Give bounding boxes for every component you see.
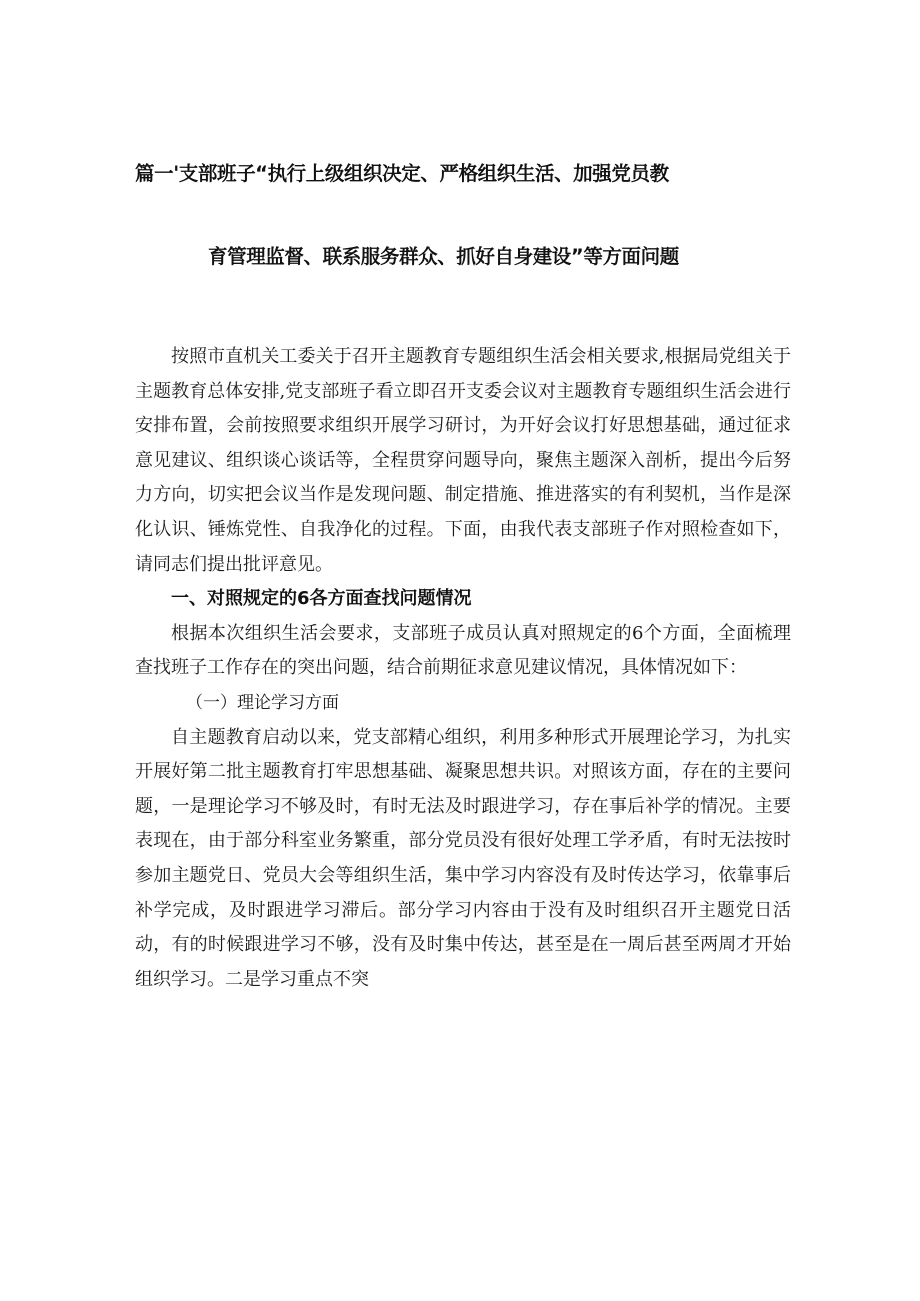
document-title-line-2: 育管理监督、联系服务群众、抓好自身建设”等方面问题 [208,245,679,268]
subsection-1-body-paragraph: 自主题教育启动以来，党支部精心组织，利用多种形式开展理论学习，为扎实开展好第二批主题教育打牢思想基础、凝聚思想共识。对照该方面，存在的主要问题，一是理论学习不够及时，有时无法及时跟进学习，存在事后补学的情况。主要表现在，由于部分科室业务繁重，部分党员没有很好处理工学矛盾，有时无法按时参加主题党日、党员大会等组织生活，集中学习内容没有及时传达学习，依靠事后补学完成，及时跟进学习滞后。部分学习内容由于没有及时组织召开主题党日活动，有的时候跟进学习不够，没有及时集中传达，甚至是在一周后甚至两周才开始组织学习。二是学习重点不突 [135,726,791,990]
intro-paragraph: 按照市直机关工委关于召开主题教育专题组织生活会相关要求,根据局党组关于主题教育总体安排,党支部班子看立即召开支委会议对主题教育专题组织生活会进行安排布置，会前按照要求组织开展学习研讨，为开好会议打好思想基础，通过征求意见建议、组织谈心谈话等，全程贯穿问题导向，聚焦主题深入剖析，提出今后努力方向，切实把会议当作是发现问题、制定措施、推进落实的有利契机，当作是深化认识、锤炼党性、自我净化的过程。下面，由我代表支部班子作对照检查如下，请同志们提出批评意见。 [135,346,791,575]
document-title-line-1: 篇一'支部班子“执行上级组织决定、严格组织生活、加强党员教 [135,162,669,185]
document-body [135,340,791,997]
section-1-heading: 一、对照规定的6各方面查找问题情况 [171,588,472,610]
subsection-1-heading: （一）理论学习方面 [186,692,339,713]
section-1-intro-paragraph: 根据本次组织生活会要求，支部班子成员认真对照规定的6个方面，全面梳理查找班子工作存在的突出问题，结合前期征求意见建议情况，具体情况如下： [135,622,791,679]
